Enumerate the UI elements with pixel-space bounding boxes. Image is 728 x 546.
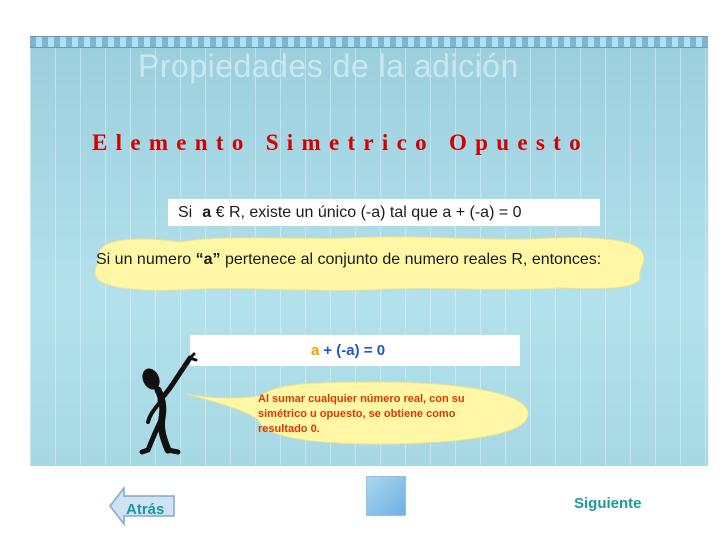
back-button[interactable]: Atrás (126, 501, 165, 518)
cloud-text-after: pertenece al conjunto de numero reales R, entonces: (220, 251, 602, 268)
next-button[interactable]: Siguiente (574, 495, 642, 512)
slide-subtitle: Elemento Simetrico Opuesto (92, 130, 589, 155)
header-stripe (30, 36, 708, 48)
statement-prefix: Si (178, 204, 193, 221)
statement-variable: a (202, 204, 212, 221)
speech-text: Al sumar cualquier número real, con su simétrico u opuesto, se obtiene como resultado 0. (258, 393, 465, 435)
stick-figure-icon (138, 352, 202, 456)
statement-rest: € R, existe un único (-a) tal que a + (-a) = 0 (215, 204, 522, 221)
cloud-text-before: Si un numero (96, 251, 196, 268)
equation-box (190, 335, 520, 366)
slide-title: Propiedades de la adición (138, 48, 519, 84)
cloud-text (96, 249, 616, 271)
home-button[interactable] (366, 476, 406, 516)
equation-rest: + (-a) = 0 (323, 342, 386, 359)
equation-variable: a (311, 342, 320, 359)
statement-box (168, 199, 600, 226)
cloud-highlight: “a” (195, 251, 221, 268)
